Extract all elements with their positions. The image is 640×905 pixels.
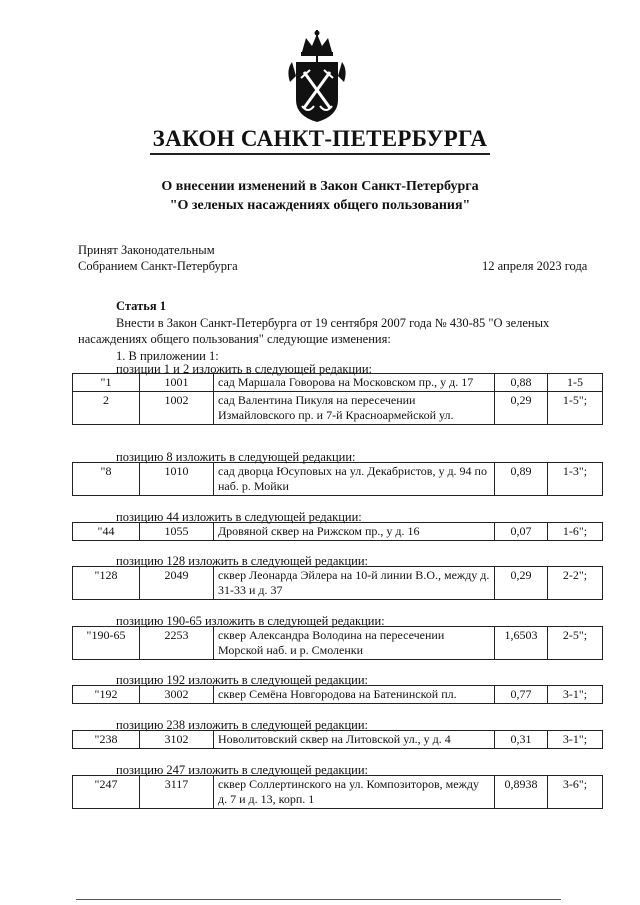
section-instruction: позицию 44 изложить в следующей редакции: bbox=[116, 510, 362, 524]
position-category: 3-1"; bbox=[548, 731, 603, 749]
position-category: 1-6"; bbox=[548, 523, 603, 541]
position-area: 0,77 bbox=[495, 686, 548, 704]
position-category: 3-6"; bbox=[548, 776, 603, 809]
position-code: 3002 bbox=[140, 686, 214, 704]
position-name: сад Маршала Говорова на Московском пр., у д. 17 bbox=[214, 374, 495, 392]
adopted-line-2: Собранием Санкт-Петербурга bbox=[78, 259, 238, 273]
position-area: 0,89 bbox=[495, 463, 548, 496]
position-category: 1-3"; bbox=[548, 463, 603, 496]
adoption-date: 12 апреля 2023 года bbox=[482, 259, 588, 273]
section-instruction: позицию 128 изложить в следующей редакции: bbox=[116, 554, 368, 568]
adoption-info bbox=[78, 242, 238, 274]
positions-table bbox=[72, 775, 603, 809]
position-name: сад Валентина Пикуля на пересечении Измайловского пр. и 7-й Красноармейской ул. bbox=[214, 392, 495, 425]
position-category: 1-5 bbox=[548, 374, 603, 392]
position-number: "247 bbox=[73, 776, 140, 809]
table-row bbox=[73, 686, 603, 704]
position-code: 3117 bbox=[140, 776, 214, 809]
positions-table bbox=[72, 685, 603, 704]
section-instruction: позицию 192 изложить в следующей редакции: bbox=[116, 673, 368, 687]
subtitle-line-1: О внесении изменений в Закон Санкт-Петербурга bbox=[161, 179, 479, 194]
table-row bbox=[73, 523, 603, 541]
section-instruction: позицию 8 изложить в следующей редакции: bbox=[116, 450, 356, 464]
position-number: "44 bbox=[73, 523, 140, 541]
section-instruction: позиции 1 и 2 изложить в следующей редакции: bbox=[116, 362, 373, 376]
position-area: 0,29 bbox=[495, 567, 548, 600]
position-category: 3-1"; bbox=[548, 686, 603, 704]
table-row bbox=[73, 463, 603, 496]
position-number: "238 bbox=[73, 731, 140, 749]
positions-table bbox=[72, 462, 603, 496]
position-area: 0,07 bbox=[495, 523, 548, 541]
position-category: 2-2"; bbox=[548, 567, 603, 600]
law-subtitle bbox=[0, 177, 640, 215]
position-code: 2049 bbox=[140, 567, 214, 600]
position-name: сквер Леонарда Эйлера на 10-й линии В.О., между д. 31-33 и д. 37 bbox=[214, 567, 495, 600]
position-category: 1-5"; bbox=[548, 392, 603, 425]
law-title: ЗАКОН САНКТ-ПЕТЕРБУРГА bbox=[152, 126, 488, 151]
position-area: 0,8938 bbox=[495, 776, 548, 809]
positions-table bbox=[72, 626, 603, 660]
table-row bbox=[73, 374, 603, 392]
title-divider bbox=[150, 153, 490, 155]
article-heading: Статья 1 bbox=[116, 299, 166, 313]
position-code: 1055 bbox=[140, 523, 214, 541]
positions-table bbox=[72, 522, 603, 541]
position-name: сквер Александра Володина на пересечении Морской наб. и р. Смоленки bbox=[214, 627, 495, 660]
table-row bbox=[73, 776, 603, 809]
section-instruction: позицию 247 изложить в следующей редакции: bbox=[116, 763, 368, 777]
table-row bbox=[73, 567, 603, 600]
section-instruction: позицию 238 изложить в следующей редакции: bbox=[116, 718, 368, 732]
position-name: сквер Соллертинского на ул. Композиторов, между д. 7 и д. 13, корп. 1 bbox=[214, 776, 495, 809]
position-number: "192 bbox=[73, 686, 140, 704]
position-name: сквер Семёна Новгородова на Батенинской пл. bbox=[214, 686, 495, 704]
position-code: 1001 bbox=[140, 374, 214, 392]
position-code: 1010 bbox=[140, 463, 214, 496]
position-number: "1 bbox=[73, 374, 140, 392]
position-number: "128 bbox=[73, 567, 140, 600]
emblem-icon bbox=[284, 30, 350, 125]
position-number: "8 bbox=[73, 463, 140, 496]
position-category: 2-5"; bbox=[548, 627, 603, 660]
adopted-line-1: Принят Законодательным bbox=[78, 243, 215, 257]
subpoint-1: 1. В приложении 1: bbox=[116, 349, 219, 363]
table-row bbox=[73, 731, 603, 749]
position-area: 0,31 bbox=[495, 731, 548, 749]
article-intro: Внести в Закон Санкт-Петербурга от 19 сентября 2007 года № 430-85 "О зеленых насаждениях общего пользования" следующие изменения: bbox=[78, 316, 550, 346]
position-name: Дровяной сквер на Рижском пр., у д. 16 bbox=[214, 523, 495, 541]
position-number: 2 bbox=[73, 392, 140, 425]
table-row bbox=[73, 392, 603, 425]
position-area: 1,6503 bbox=[495, 627, 548, 660]
position-code: 1002 bbox=[140, 392, 214, 425]
position-name: сад дворца Юсуповых на ул. Декабристов, у д. 94 по наб. р. Мойки bbox=[214, 463, 495, 496]
position-number: "190-65 bbox=[73, 627, 140, 660]
position-area: 0,29 bbox=[495, 392, 548, 425]
section-instruction: позицию 190-65 изложить в следующей редакции: bbox=[116, 614, 385, 628]
positions-table bbox=[72, 373, 603, 425]
position-code: 3102 bbox=[140, 731, 214, 749]
subtitle-line-2: "О зеленых насаждениях общего пользования" bbox=[169, 198, 471, 213]
position-code: 2253 bbox=[140, 627, 214, 660]
position-name: Новолитовский сквер на Литовской ул., у д. 4 bbox=[214, 731, 495, 749]
position-area: 0,88 bbox=[495, 374, 548, 392]
page-bottom-edge bbox=[76, 899, 561, 900]
positions-table bbox=[72, 730, 603, 749]
positions-table bbox=[72, 566, 603, 600]
table-row bbox=[73, 627, 603, 660]
